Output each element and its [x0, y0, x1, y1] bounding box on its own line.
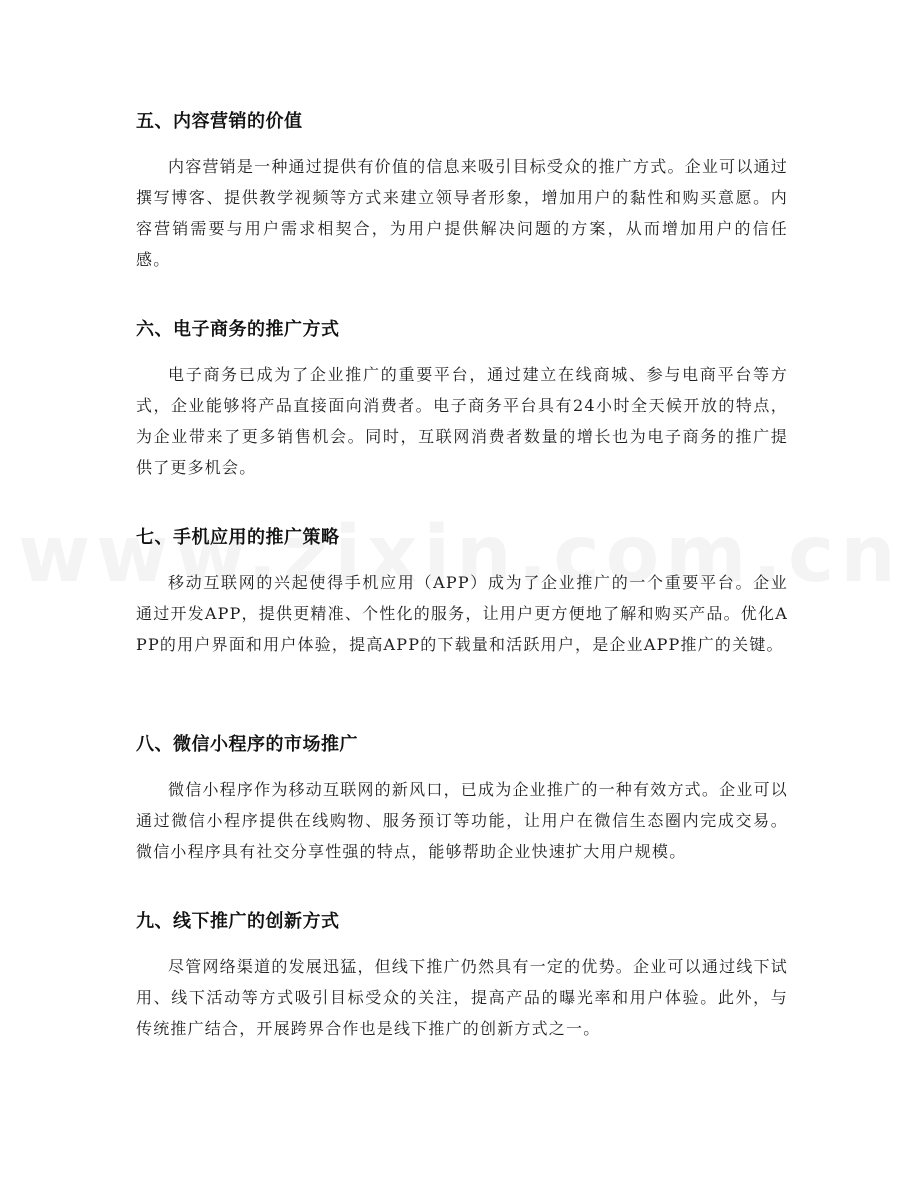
- section-heading: 九、线下推广的创新方式: [136, 911, 340, 932]
- section-offline-promotion: [136, 910, 788, 1044]
- section-heading: 七、手机应用的推广策略: [136, 527, 340, 548]
- section-ecommerce: [136, 318, 788, 483]
- section-content-marketing: [136, 110, 788, 275]
- section-paragraph: 电子商务已成为了企业推广的重要平台，通过建立在线商城、参与电商平台等方式，企业能够将产品直接面向消费者。电子商务平台具有24小时全天候开放的特点，为企业带来了更多销售机会。同时，互联网消费者数量的增长也为电子商务的推广提供了更多机会。: [136, 365, 788, 477]
- section-heading: 六、电子商务的推广方式: [136, 319, 340, 340]
- section-heading: 八、微信小程序的市场推广: [136, 734, 358, 755]
- section-mobile-app: [136, 526, 788, 660]
- section-paragraph: 内容营销是一种通过提供有价值的信息来吸引目标受众的推广方式。企业可以通过撰写博客、提供教学视频等方式来建立领导者形象，增加用户的黏性和购买意愿。内容营销需要与用户需求相契合，为用户提供解决问题的方案，从而增加用户的信任感。: [136, 157, 788, 269]
- section-paragraph: 微信小程序作为移动互联网的新风口，已成为企业推广的一种有效方式。企业可以通过微信小程序提供在线购物、服务预订等功能，让用户在微信生态圈内完成交易。微信小程序具有社交分享性强的特点，能够帮助企业快速扩大用户规模。: [136, 780, 788, 861]
- section-wechat-miniprogram: [136, 733, 788, 867]
- section-heading: 五、内容营销的价值: [136, 111, 303, 132]
- section-paragraph: 尽管网络渠道的发展迅猛，但线下推广仍然具有一定的优势。企业可以通过线下试用、线下活动等方式吸引目标受众的关注，提高产品的曝光率和用户体验。此外，与传统推广结合，开展跨界合作也是线下推广的创新方式之一。: [136, 957, 788, 1038]
- section-paragraph: 移动互联网的兴起使得手机应用（APP）成为了企业推广的一个重要平台。企业通过开发APP，提供更精准、个性化的服务，让用户更方便地了解和购买产品。优化APP的用户界面和用户体验，提高APP的下载量和活跃用户，是企业APP推广的关键。: [136, 573, 788, 654]
